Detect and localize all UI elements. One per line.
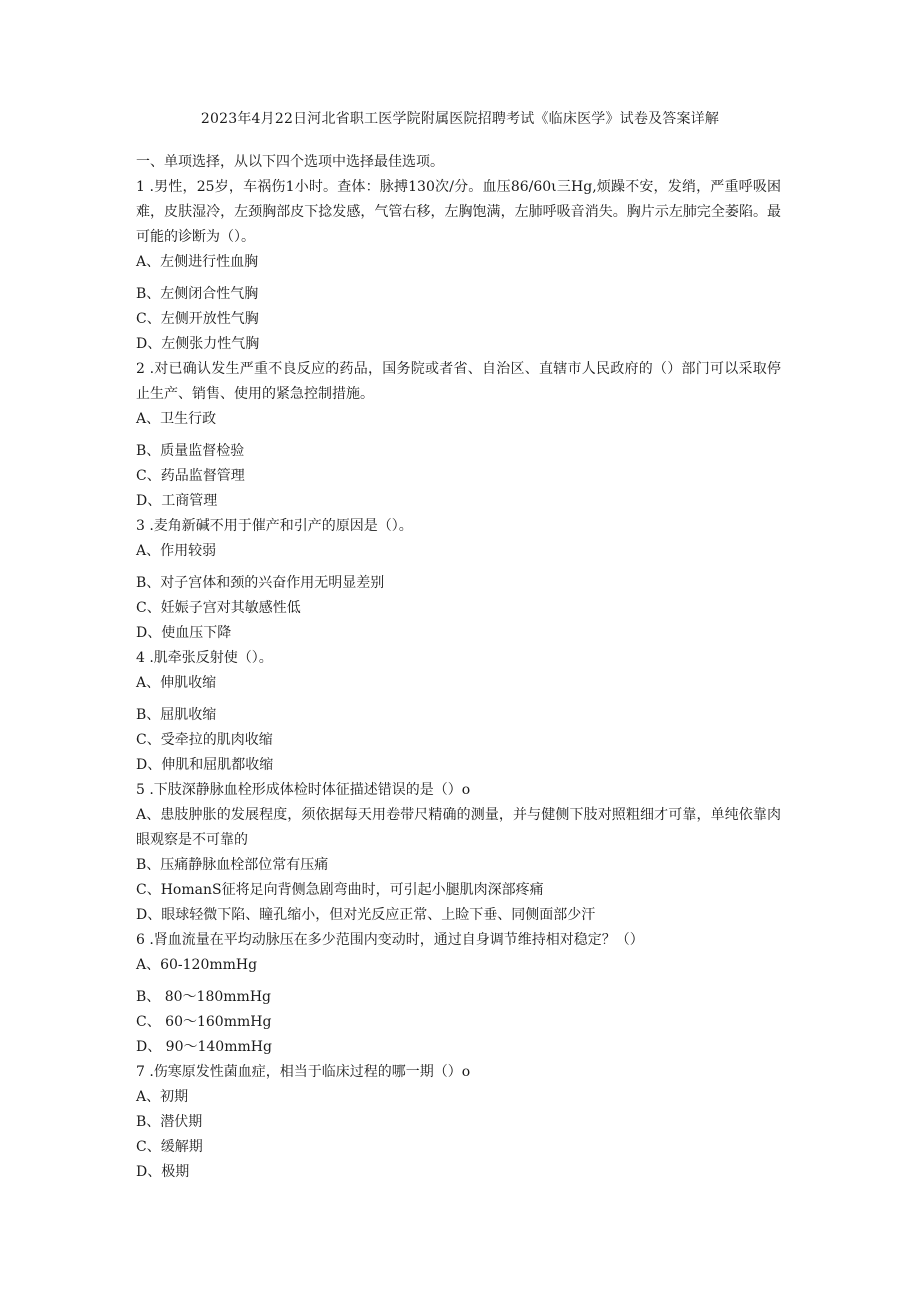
option-b: B、质量监督检验 bbox=[136, 443, 245, 459]
question-2 bbox=[136, 357, 781, 514]
question-stem: 1 .男性，25岁，车祸伤1小时。查体：脉搏130次/分。血压86/60ι三Hg,烦躁不安，发绡，严重呼吸困难，皮肤湿冷，左颈胸部皮下捻发感，气管右移，左胸饱满，左肺呼吸音消失。胸片示左肺完全萎陷。最可能的诊断为（）。 bbox=[136, 179, 781, 245]
option-a: A、作用较弱 bbox=[136, 543, 217, 559]
option-a: A、卫生行政 bbox=[136, 411, 217, 427]
question-1 bbox=[136, 175, 781, 357]
section-heading: 一、单项选择，从以下四个选项中选择最佳选项。 bbox=[136, 154, 444, 170]
question-5 bbox=[136, 778, 781, 928]
question-3 bbox=[136, 514, 781, 646]
question-4 bbox=[136, 646, 781, 778]
question-stem: 2 .对已确认发生严重不良反应的药品，国务院或者省、自治区、直辖市人民政府的（）部门可以采取停止生产、销售、使用的紧急控制措施。 bbox=[136, 361, 781, 402]
question-7 bbox=[136, 1060, 781, 1185]
option-d: D、 90～140mmHg bbox=[136, 1039, 272, 1055]
option-c: C、 60～160mmHg bbox=[136, 1014, 272, 1030]
option-b: B、潜伏期 bbox=[136, 1114, 203, 1130]
option-d: D、工商管理 bbox=[136, 493, 218, 509]
option-c: C、左侧开放性气胸 bbox=[136, 311, 259, 327]
option-d: D、眼球轻微下陷、瞳孔缩小，但对光反应正常、上睑下垂、同侧面部少汗 bbox=[136, 907, 596, 923]
option-a: A、60-120mmHg bbox=[136, 957, 258, 973]
option-b: B、压痛静脉血栓部位常有压痛 bbox=[136, 857, 329, 873]
question-6 bbox=[136, 928, 781, 1060]
option-a: A、患肢肿胀的发展程度，须依据每天用卷带尺精确的测量，并与健侧下肢对照粗细才可靠，单纯依靠肉眼观察是不可靠的 bbox=[136, 807, 781, 848]
option-a: A、初期 bbox=[136, 1089, 189, 1105]
option-a: A、伸肌收缩 bbox=[136, 675, 217, 691]
question-stem: 5 .下肢深静脉血栓形成体检时体征描述错误的是（）o bbox=[136, 782, 471, 798]
option-b: B、对子宫体和颈的兴奋作用无明显差别 bbox=[136, 575, 385, 591]
option-d: D、伸肌和屈肌都收缩 bbox=[136, 757, 274, 773]
question-stem: 3 .麦角新碱不用于催产和引产的原因是（）。 bbox=[136, 518, 413, 534]
option-c: C、妊娠子宫对其敏感性低 bbox=[136, 600, 301, 616]
option-d: D、使血压下降 bbox=[136, 625, 232, 641]
option-b: B、屈肌收缩 bbox=[136, 707, 217, 723]
option-c: C、受牵拉的肌肉收缩 bbox=[136, 732, 273, 748]
option-c: C、缓解期 bbox=[136, 1139, 203, 1155]
option-d: D、极期 bbox=[136, 1164, 190, 1180]
exam-content bbox=[136, 150, 781, 1185]
option-a: A、左侧进行性血胸 bbox=[136, 254, 259, 270]
option-d: D、左侧张力性气胸 bbox=[136, 336, 260, 352]
question-stem: 6 .肾血流量在平均动脉压在多少范围内变动时，通过自身调节维持相对稳定？（） bbox=[136, 932, 644, 948]
question-stem: 7 .伤寒原发性菌血症，相当于临床过程的哪一期（）o bbox=[136, 1064, 471, 1080]
option-b: B、 80～180mmHg bbox=[136, 989, 271, 1005]
question-stem: 4 .肌牵张反射使（）。 bbox=[136, 650, 273, 666]
option-b: B、左侧闭合性气胸 bbox=[136, 286, 259, 302]
document-title: 2023年4月22日河北省职工医学院附属医院招聘考试《临床医学》试卷及答案详解 bbox=[200, 111, 720, 127]
option-c: C、HomanS征将足向背侧急剧弯曲时，可引起小腿肌肉深部疼痛 bbox=[136, 882, 544, 898]
option-c: C、药品监督管理 bbox=[136, 468, 245, 484]
